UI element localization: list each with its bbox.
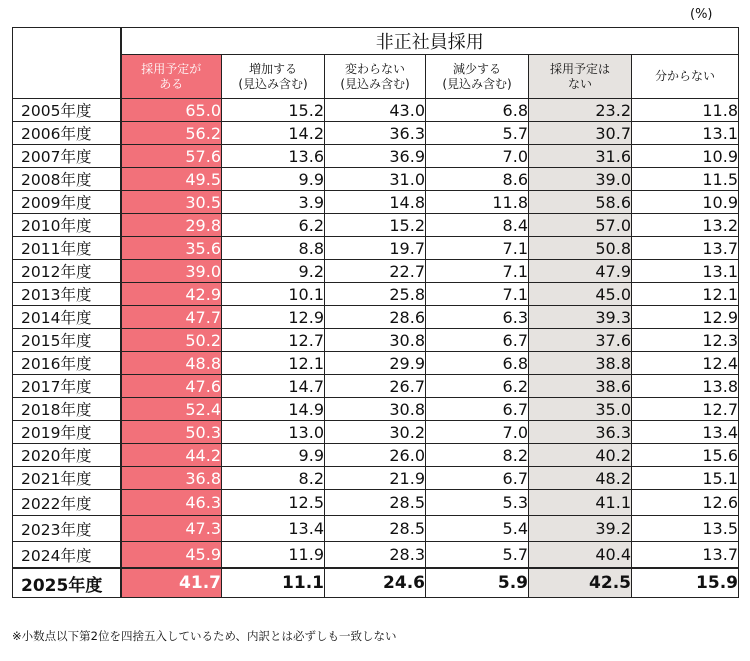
value-cell: 11.1 (222, 568, 325, 598)
value-cell: 29.8 (121, 214, 222, 237)
value-cell: 47.9 (529, 260, 632, 283)
value-cell: 22.7 (325, 260, 426, 283)
column-header-line2: ある (159, 76, 184, 91)
value-cell: 6.8 (426, 352, 529, 375)
value-cell: 13.7 (632, 542, 739, 569)
value-cell: 13.1 (632, 260, 739, 283)
table-row (13, 191, 739, 214)
value-cell: 35.6 (121, 237, 222, 260)
value-cell: 57.0 (529, 214, 632, 237)
value-cell: 49.5 (121, 168, 222, 191)
value-cell: 6.7 (426, 329, 529, 352)
column-header-5 (529, 55, 632, 99)
corner-cell (13, 28, 121, 99)
value-cell: 28.5 (325, 490, 426, 516)
value-cell: 41.1 (529, 490, 632, 516)
value-cell: 30.8 (325, 329, 426, 352)
value-cell: 30.7 (529, 122, 632, 145)
table-row (13, 168, 739, 191)
value-cell: 13.5 (632, 516, 739, 542)
table-row (13, 329, 739, 352)
value-cell: 30.2 (325, 421, 426, 444)
value-cell: 45.9 (121, 542, 222, 569)
value-cell: 13.4 (222, 516, 325, 542)
year-cell: 2025年度 (13, 568, 121, 598)
year-cell: 2007年度 (13, 145, 121, 168)
value-cell: 8.6 (426, 168, 529, 191)
column-header-line2: (見込み含む) (340, 76, 410, 91)
value-cell: 15.2 (325, 214, 426, 237)
column-header-line1: 採用予定が (141, 61, 202, 76)
value-cell: 19.7 (325, 237, 426, 260)
value-cell: 40.4 (529, 542, 632, 569)
value-cell: 58.6 (529, 191, 632, 214)
value-cell: 7.1 (426, 260, 529, 283)
value-cell: 8.4 (426, 214, 529, 237)
value-cell: 13.4 (632, 421, 739, 444)
value-cell: 10.9 (632, 145, 739, 168)
unit-label: (%) (690, 7, 713, 22)
column-header-line2: (見込み含む) (442, 76, 512, 91)
value-cell: 12.7 (632, 398, 739, 421)
value-cell: 15.9 (632, 568, 739, 598)
value-cell: 13.2 (632, 214, 739, 237)
value-cell: 36.3 (325, 122, 426, 145)
value-cell: 11.9 (222, 542, 325, 569)
value-cell: 39.0 (529, 168, 632, 191)
table-row (13, 237, 739, 260)
table-row (13, 542, 739, 569)
value-cell: 38.6 (529, 375, 632, 398)
value-cell: 13.0 (222, 421, 325, 444)
value-cell: 7.1 (426, 283, 529, 306)
value-cell: 30.8 (325, 398, 426, 421)
value-cell: 12.9 (632, 306, 739, 329)
value-cell: 50.2 (121, 329, 222, 352)
value-cell: 12.1 (632, 283, 739, 306)
value-cell: 11.8 (426, 191, 529, 214)
value-cell: 14.2 (222, 122, 325, 145)
table-row (13, 467, 739, 490)
value-cell: 56.2 (121, 122, 222, 145)
table-row (13, 260, 739, 283)
value-cell: 26.7 (325, 375, 426, 398)
value-cell: 36.8 (121, 467, 222, 490)
value-cell: 5.7 (426, 122, 529, 145)
year-cell: 2024年度 (13, 542, 121, 569)
value-cell: 26.0 (325, 444, 426, 467)
table-row (13, 122, 739, 145)
value-cell: 7.0 (426, 421, 529, 444)
table-row (13, 375, 739, 398)
value-cell: 13.1 (632, 122, 739, 145)
column-header-line1: 減少する (452, 61, 501, 76)
value-cell: 12.7 (222, 329, 325, 352)
value-cell: 57.6 (121, 145, 222, 168)
value-cell: 3.9 (222, 191, 325, 214)
value-cell: 15.1 (632, 467, 739, 490)
value-cell: 42.5 (529, 568, 632, 598)
value-cell: 46.3 (121, 490, 222, 516)
value-cell: 38.8 (529, 352, 632, 375)
column-header-6 (632, 55, 739, 99)
year-cell: 2017年度 (13, 375, 121, 398)
value-cell: 41.7 (121, 568, 222, 598)
value-cell: 9.2 (222, 260, 325, 283)
value-cell: 11.8 (632, 99, 739, 122)
column-header-3 (325, 55, 426, 99)
value-cell: 28.5 (325, 516, 426, 542)
value-cell: 39.0 (121, 260, 222, 283)
value-cell: 50.8 (529, 237, 632, 260)
year-cell: 2023年度 (13, 516, 121, 542)
year-cell: 2015年度 (13, 329, 121, 352)
year-cell: 2005年度 (13, 99, 121, 122)
value-cell: 12.9 (222, 306, 325, 329)
value-cell: 5.3 (426, 490, 529, 516)
column-header-2 (222, 55, 325, 99)
value-cell: 43.0 (325, 99, 426, 122)
hiring-table (12, 27, 739, 598)
value-cell: 6.7 (426, 398, 529, 421)
column-header-line1: 変わらない (344, 61, 405, 76)
value-cell: 25.8 (325, 283, 426, 306)
footnote: ※小数点以下第2位を四捨五入しているため、内訳とは必ずしも一致しない (12, 629, 397, 643)
value-cell: 6.7 (426, 467, 529, 490)
value-cell: 5.9 (426, 568, 529, 598)
value-cell: 39.3 (529, 306, 632, 329)
value-cell: 48.2 (529, 467, 632, 490)
group-title: 非正社員採用 (121, 28, 739, 55)
column-header-line2: (見込み含む) (238, 76, 308, 91)
value-cell: 24.6 (325, 568, 426, 598)
value-cell: 10.9 (632, 191, 739, 214)
table-row (13, 352, 739, 375)
column-header-line1: 増加する (248, 61, 297, 76)
table-row (13, 99, 739, 122)
value-cell: 47.6 (121, 375, 222, 398)
value-cell: 12.4 (632, 352, 739, 375)
year-cell: 2021年度 (13, 467, 121, 490)
table-row (13, 444, 739, 467)
value-cell: 65.0 (121, 99, 222, 122)
value-cell: 6.3 (426, 306, 529, 329)
value-cell: 36.9 (325, 145, 426, 168)
year-cell: 2012年度 (13, 260, 121, 283)
value-cell: 52.4 (121, 398, 222, 421)
value-cell: 10.1 (222, 283, 325, 306)
value-cell: 28.3 (325, 542, 426, 569)
year-cell: 2018年度 (13, 398, 121, 421)
value-cell: 14.7 (222, 375, 325, 398)
value-cell: 14.9 (222, 398, 325, 421)
value-cell: 31.0 (325, 168, 426, 191)
year-cell: 2006年度 (13, 122, 121, 145)
table-row (13, 306, 739, 329)
value-cell: 13.7 (632, 237, 739, 260)
value-cell: 42.9 (121, 283, 222, 306)
year-cell: 2014年度 (13, 306, 121, 329)
column-header-line2: ない (567, 76, 592, 91)
year-cell: 2011年度 (13, 237, 121, 260)
year-cell: 2010年度 (13, 214, 121, 237)
table-row (13, 283, 739, 306)
value-cell: 9.9 (222, 168, 325, 191)
value-cell: 6.8 (426, 99, 529, 122)
table-row (13, 490, 739, 516)
value-cell: 13.8 (632, 375, 739, 398)
value-cell: 50.3 (121, 421, 222, 444)
table-row (13, 145, 739, 168)
table-row (13, 214, 739, 237)
table-row (13, 421, 739, 444)
table-row (13, 398, 739, 421)
column-header-1 (121, 55, 222, 99)
value-cell: 36.3 (529, 421, 632, 444)
table-row (13, 516, 739, 542)
value-cell: 44.2 (121, 444, 222, 467)
value-cell: 23.2 (529, 99, 632, 122)
value-cell: 21.9 (325, 467, 426, 490)
table-row (13, 568, 739, 598)
value-cell: 12.6 (632, 490, 739, 516)
value-cell: 14.8 (325, 191, 426, 214)
value-cell: 39.2 (529, 516, 632, 542)
value-cell: 13.6 (222, 145, 325, 168)
value-cell: 12.5 (222, 490, 325, 516)
year-cell: 2009年度 (13, 191, 121, 214)
value-cell: 12.3 (632, 329, 739, 352)
value-cell: 5.4 (426, 516, 529, 542)
year-cell: 2019年度 (13, 421, 121, 444)
value-cell: 8.2 (222, 467, 325, 490)
value-cell: 7.1 (426, 237, 529, 260)
value-cell: 9.9 (222, 444, 325, 467)
year-cell: 2016年度 (13, 352, 121, 375)
value-cell: 37.6 (529, 329, 632, 352)
value-cell: 15.6 (632, 444, 739, 467)
value-cell: 40.2 (529, 444, 632, 467)
value-cell: 48.8 (121, 352, 222, 375)
value-cell: 8.8 (222, 237, 325, 260)
value-cell: 47.3 (121, 516, 222, 542)
value-cell: 15.2 (222, 99, 325, 122)
value-cell: 6.2 (426, 375, 529, 398)
column-header-line1: 分からない (654, 69, 715, 83)
value-cell: 31.6 (529, 145, 632, 168)
year-cell: 2013年度 (13, 283, 121, 306)
value-cell: 35.0 (529, 398, 632, 421)
value-cell: 11.5 (632, 168, 739, 191)
year-cell: 2008年度 (13, 168, 121, 191)
value-cell: 5.7 (426, 542, 529, 569)
value-cell: 7.0 (426, 145, 529, 168)
value-cell: 12.1 (222, 352, 325, 375)
column-header-4 (426, 55, 529, 99)
year-cell: 2020年度 (13, 444, 121, 467)
value-cell: 28.6 (325, 306, 426, 329)
column-header-line1: 採用予定は (549, 61, 610, 76)
year-cell: 2022年度 (13, 490, 121, 516)
value-cell: 45.0 (529, 283, 632, 306)
value-cell: 30.5 (121, 191, 222, 214)
value-cell: 29.9 (325, 352, 426, 375)
value-cell: 6.2 (222, 214, 325, 237)
value-cell: 8.2 (426, 444, 529, 467)
value-cell: 47.7 (121, 306, 222, 329)
